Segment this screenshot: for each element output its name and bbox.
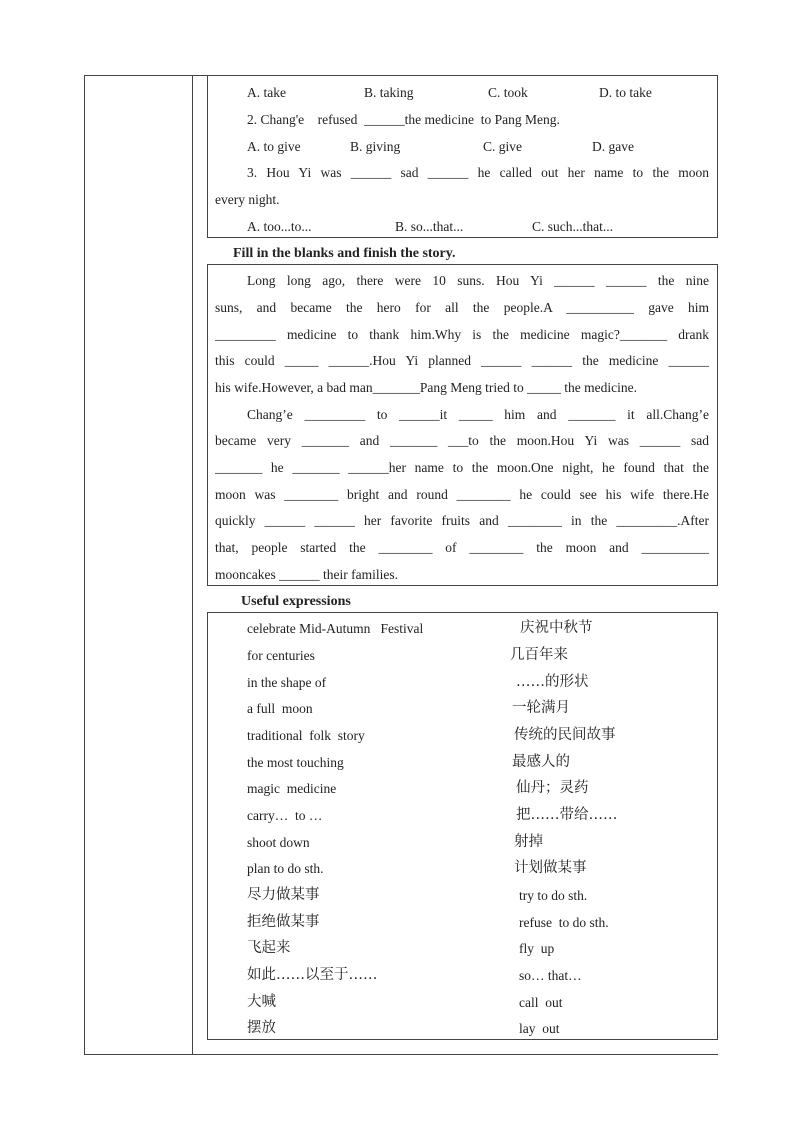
story-line: that, people started the ________ of ________ the moon and __________ [215,540,709,555]
quiz-q1-option-b: B. taking [364,85,414,100]
quiz-q2-option-c: C. give [483,139,522,154]
story-line: Chang’e _________ to ______it _____ him and _______ it all.Chang’e [247,407,709,422]
outer-bottom-border [84,1054,718,1055]
expression-left: plan to do sth. [247,861,324,876]
expression-right: call out [519,995,563,1010]
quiz-q1-option-a: A. take [247,85,286,100]
expression-right: 仙丹；灵药 [516,780,589,796]
expression-left: 尽力做某事 [247,887,320,903]
outer-left-border [84,75,85,1055]
expression-left: celebrate Mid-Autumn Festival [247,621,424,636]
expression-left: 大喊 [247,994,276,1010]
quiz-q2-option-b: B. giving [350,139,401,154]
expression-right: fly up [519,941,555,956]
expression-right: 几百年来 [510,647,568,663]
story-line: this could _____ ______.Hou Yi planned ______ ______ the medicine ______ [215,353,709,368]
quiz-q2-option-d: D. gave [592,139,634,154]
quiz-q3-stem-line1: 3. Hou Yi was ______ sad ______ he called out her name to the moon [247,165,709,180]
quiz-q3-option-c: C. such...that... [532,219,613,234]
column-divider [192,75,193,1055]
quiz-q1-option-c: C. took [488,85,528,100]
story-line: his wife.However, a bad man_______Pang Meng tried to _____ the medicine. [215,380,637,395]
story-heading: Fill in the blanks and finish the story. [233,246,456,261]
story-line: mooncakes ______ their families. [215,567,398,582]
expression-right: 射掉 [514,834,543,850]
expression-left: in the shape of [247,675,327,690]
quiz-q1-option-d: D. to take [599,85,652,100]
expression-right: try to do sth. [519,888,588,903]
story-line: quickly ______ ______ her favorite fruits and ________ in the _________.After [215,513,709,528]
expression-right: so… that… [519,968,582,983]
expression-right: 一轮满月 [512,700,570,716]
expression-right: 把……带给…… [516,807,618,823]
expression-left: traditional folk story [247,728,365,743]
expression-left: carry… to … [247,808,323,823]
expression-left: shoot down [247,835,310,850]
quiz-q2-stem: 2. Chang'e refused ______the medicine to Pang Meng. [247,112,560,127]
story-line: Long long ago, there were 10 suns. Hou Yi ______ ______ the nine [247,273,709,288]
story-line: _______ he _______ ______her name to the moon.One night, he found that the [215,460,709,475]
quiz-q3-option-a: A. too...to... [247,219,312,234]
expression-left: magic medicine [247,781,337,796]
expression-right: 庆祝中秋节 [520,620,593,636]
quiz-q2-option-a: A. to give [247,139,301,154]
expression-left: 拒绝做某事 [247,914,320,930]
quiz-q3-stem-line2: every night. [215,192,280,207]
expressions-heading: Useful expressions [241,594,351,609]
expression-left: for centuries [247,648,315,663]
expression-right: lay out [519,1021,560,1036]
expression-left: the most touching [247,755,344,770]
quiz-q3-option-b: B. so...that... [395,219,464,234]
story-line: moon was ________ bright and round ________ he could see his wife there.He [215,487,709,502]
expression-right: 最感人的 [512,754,570,770]
expression-right: ……的形状 [516,674,589,690]
expression-left: 如此……以至于…… [247,967,378,983]
expression-right: refuse to do sth. [519,915,609,930]
expression-right: 计划做某事 [514,860,587,876]
story-line: became very _______ and _______ ___to the moon.Hou Yi was ______ sad [215,433,709,448]
expression-left: 飞起来 [247,940,291,956]
story-line: _________ medicine to thank him.Why is the medicine magic?_______ drank [215,327,709,342]
story-line: suns, and became the hero for all the people.A __________ gave him [215,300,709,315]
expression-right: 传统的民间故事 [514,727,616,743]
expression-left: 摆放 [247,1020,276,1036]
expression-left: a full moon [247,701,313,716]
